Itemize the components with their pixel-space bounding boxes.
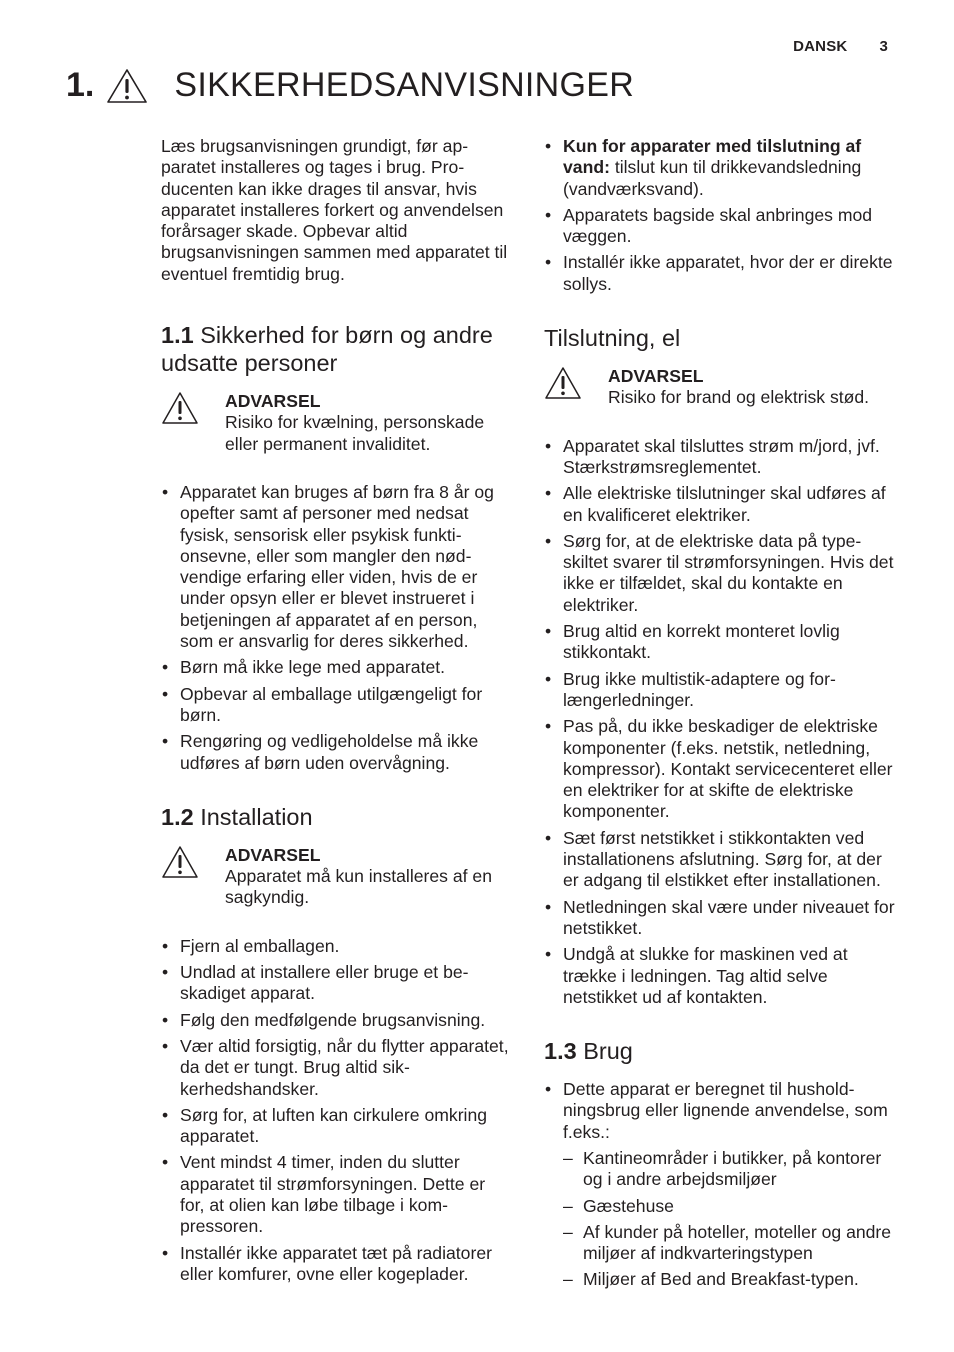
list-item: • Brug altid en korrekt monteret lovlig stikkontakt.: [544, 621, 896, 664]
list-item: • Apparatet kan bruges af børn fra 8 år og opefter samt af personer med nedsat fysisk, sensorisk eller psykisk funktionsevne, eller som mangler den nødvendige erfaring eller viden, hvis de er under opsyn eller er blevet instrueret i betjeningen af apparatet af en person, som er ansvarlig for deres sikkerhed.: [161, 482, 513, 652]
list-item: • Sørg for, at de elektriske data på typeskiltet svarer til strømforsyningen. Hvis det ikke er tilfældet, skal du kontakte en elektriker.: [544, 531, 896, 616]
list-item: • Undlad at installere eller bruge et beskadiget apparat.: [161, 962, 513, 1005]
warning-box: [161, 391, 513, 455]
intro-paragraph: Læs brugsanvisningen grundigt, før apparatet installeres og tages i brug. Producenten kan ikke drages til ansvar, hvis apparatet installeres forkert og anvendelsen forårsager skade. Opbevar altid brugsanvisningen sammen med apparatet til eventuel fremtidig brug.: [161, 136, 508, 284]
warning-triangle-icon: [161, 391, 225, 430]
sub-list-item: – Kantineområder i butikker, på kontorer og i andre arbejdsmiljøer: [563, 1148, 896, 1191]
list-item: • Vær altid forsigtig, når du flytter apparatet, da det er tungt. Brug altid sikkerhedshandsker.: [161, 1036, 513, 1100]
left-column: [161, 136, 513, 1290]
item-rest: tilslut kun til drikkevandsledning (vandværksvand).: [563, 157, 862, 199]
heading-el: Tilslutning, el: [544, 325, 681, 352]
heading-text: Sikkerhed for børn og andre udsatte personer: [161, 322, 493, 377]
list-item: • Rengøring og vedligeholdelse må ikke udføres af børn uden overvågning.: [161, 731, 513, 774]
warning-text: Risiko for brand og elektrisk stød.: [608, 387, 870, 408]
list-item: • Installér ikke apparatet, hvor der er direkte sollys.: [544, 252, 896, 295]
list-item: • Brug ikke multistik-adaptere og forlængerledninger.: [544, 669, 896, 712]
heading-text: Installation: [200, 803, 313, 830]
warning-box: [161, 845, 513, 909]
list-item: • Installér ikke apparatet tæt på radiatorer eller komfurer, ovne eller kogeplader.: [161, 1243, 513, 1286]
warning-triangle-icon: [106, 68, 148, 104]
warning-text: Risiko for kvælning, personskade eller permanent invaliditet.: [225, 412, 485, 454]
language-label: DANSK: [793, 38, 848, 55]
bullet-list: [161, 936, 513, 1285]
list-item: • Vent mindst 4 timer, inden du slutter apparatet til strømforsyningen. Dette er for, at olien kan løbe tilbage i kompressoren.: [161, 1152, 513, 1237]
heading-number: 1.3: [544, 1038, 577, 1065]
bullet-list: [544, 136, 896, 295]
heading-1-3: [544, 1037, 896, 1065]
bullet-list: [544, 1079, 896, 1291]
list-item: • Alle elektriske tilslutninger skal udføres af en kvalificeret elektriker.: [544, 483, 896, 526]
list-item: • Pas på, du ikke beskadiger de elektriske komponenter (f.eks. netstik, netledning, kompressor). Kontakt servicecenteret eller en elektriker for at skifte de elektriske komponenter.: [544, 716, 896, 822]
section-title-text: SIKKERHEDSANVISNINGER: [174, 66, 635, 104]
dash-list: [563, 1148, 896, 1291]
heading-text: Brug: [583, 1038, 633, 1065]
list-item: • Netledningen skal være under niveauet for netstikket.: [544, 897, 896, 940]
heading-number: 1.2: [161, 803, 194, 830]
list-item: • Sørg for, at luften kan cirkulere omkring apparatet.: [161, 1105, 513, 1148]
heading-1-1: [161, 321, 513, 377]
warning-triangle-icon: [544, 366, 608, 405]
list-item: [544, 136, 896, 200]
heading-1-2: [161, 803, 513, 831]
section-title: [66, 66, 634, 105]
warning-triangle-icon: [161, 845, 225, 884]
section-number: 1.: [66, 66, 95, 104]
list-item: • Følg den medfølgende brugsanvisning.: [161, 1010, 513, 1031]
bold-lead: Kun for apparater med tilslutning af vand:: [563, 136, 862, 178]
list-item: [544, 1079, 896, 1291]
warning-box: [544, 366, 896, 409]
right-column: [544, 136, 896, 1296]
list-item: • Apparatet skal tilsluttes strøm m/jord, jvf. Stærkstrømsreglementet.: [544, 436, 896, 479]
sub-list-item: – Miljøer af Bed and Breakfast-typen.: [563, 1269, 896, 1290]
warning-label: ADVARSEL: [225, 391, 321, 412]
item-text: Dette apparat er beregnet til husholdningsbrug eller lignende anvendelse, som f.eks.:: [563, 1079, 888, 1142]
bullet-list: [544, 436, 896, 1008]
list-item: • Apparatets bagside skal anbringes mod væggen.: [544, 205, 896, 248]
sub-list-item: – Af kunder på hoteller, moteller og andre miljøer af indkvarteringstypen: [563, 1222, 896, 1265]
warning-label: ADVARSEL: [225, 844, 321, 865]
heading-number: 1.1: [161, 322, 194, 349]
list-item: • Undgå at slukke for maskinen ved at trække i ledningen. Tag altid selve netstikket ud af kontakten.: [544, 944, 896, 1008]
list-item: • Opbevar al emballage utilgængeligt for børn.: [161, 684, 513, 727]
list-item: • Børn må ikke lege med apparatet.: [161, 657, 513, 678]
list-item: • Fjern al emballagen.: [161, 936, 513, 957]
warning-label: ADVARSEL: [608, 366, 704, 387]
page-number: 3: [879, 38, 888, 55]
list-item: • Sæt først netstikket i stikkontakten ved installationens afslutning. Sørg for, at der er adgang til elstikket efter installationen.: [544, 828, 896, 892]
sub-list-item: – Gæstehuse: [563, 1196, 896, 1217]
bullet-list: [161, 482, 513, 774]
page-header: [793, 38, 888, 55]
warning-text: Apparatet må kun installeres af en sagkyndig.: [225, 866, 492, 908]
